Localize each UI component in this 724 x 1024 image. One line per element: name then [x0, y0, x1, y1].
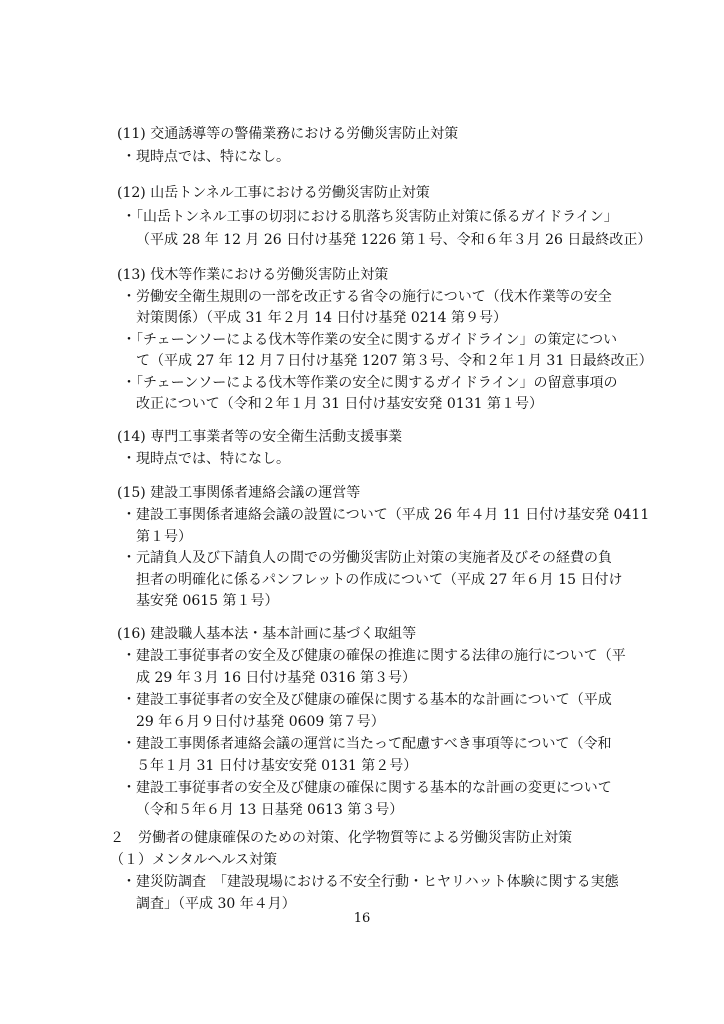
section-12-item: ・「山岳トンネル工事の切羽における肌落ち災害防止対策に係るガイドライン」 [122, 209, 618, 225]
section-13-heading: (13) 伐木等作業における労働災害防止対策 [117, 267, 389, 283]
section-13-item-cont: 対策関係）（平成 31 年２月 14 日付け基発 0214 第９号） [136, 310, 507, 326]
section-11-item: ・現時点では、特になし。 [122, 149, 290, 165]
section-15-heading: (15) 建設工事関係者連絡会議の運営等 [117, 485, 361, 501]
section-15-item-cont: 第１号） [136, 529, 192, 545]
chapter-2-heading: ２ 労働者の健康確保のための対策、化学物質等による労働災害防止対策 [110, 830, 572, 846]
section-14-item: ・現時点では、特になし。 [122, 451, 290, 467]
section-16-item-cont: （令和５年６月 13 日基発 0613 第３号） [136, 802, 404, 818]
section-15-item-cont: 担者の明確化に係るパンフレットの作成について（平成 27 年６月 15 日付け [136, 572, 623, 588]
section-13-item-cont: 改正について（令和２年１月 31 日付け基安安発 0131 第１号） [136, 396, 543, 412]
section-2-1-heading: （１）メンタルヘルス対策 [110, 852, 278, 868]
section-15-item-cont: 基安発 0615 第１号） [136, 593, 279, 609]
section-16-item-cont: 29 年６月９日付け基発 0609 第７号） [136, 714, 385, 730]
section-15-item: ・元請負人及び下請負人の間での労働災害防止対策の実施者及びその経費の負 [122, 550, 612, 566]
section-16-item: ・建設工事関係者連絡会議の運営に当たって配慮すべき事項等について（令和 [122, 736, 612, 752]
section-2-1-item: ・建災防調査 「建設現場における不安全行動・ヒヤリハット体験に関する実態 [122, 874, 619, 890]
section-11-heading: (11) 交通誘導等の警備業務における労働災害防止対策 [117, 126, 459, 142]
section-16-item: ・建設工事従事者の安全及び健康の確保の推進に関する法律の施行について（平 [122, 648, 626, 664]
section-16-item-cont: 成 29 年３月 16 日付け基発 0316 第３号） [136, 670, 416, 686]
section-13-item: ・「チェーンソーによる伐木等作業の安全に関するガイドライン」の策定につい [122, 332, 618, 348]
section-2-1-item-cont: 調査」（平成 30 年４月） [136, 896, 296, 912]
section-13-item: ・労働安全衛生規則の一部を改正する省令の施行について（伐木作業等の安全 [122, 289, 612, 305]
section-16-item: ・建設工事従事者の安全及び健康の確保に関する基本的な計画について（平成 [122, 692, 612, 708]
section-13-item-cont: て（平成 27 年 12 月７日付け基発 1207 第３号、令和２年１月 31 日最終改正） [136, 353, 653, 369]
section-16-heading: (16) 建設職人基本法・基本計画に基づく取組等 [117, 626, 417, 642]
section-12-heading: (12) 山岳トンネル工事における労働災害防止対策 [117, 185, 430, 201]
section-16-item: ・建設工事従事者の安全及び健康の確保に関する基本的な計画の変更について [122, 780, 612, 796]
section-16-item-cont: ５年１月 31 日付け基安安発 0131 第２号） [136, 758, 418, 774]
section-14-heading: (14) 専門工事業者等の安全衛生活動支援事業 [117, 429, 403, 445]
page-number: 16 [353, 911, 371, 926]
section-13-item: ・「チェーンソーによる伐木等作業の安全に関するガイドライン」の留意事項の [122, 375, 618, 391]
section-15-item: ・建設工事関係者連絡会議の設置について（平成 26 年４月 11 日付け基安発 0411 [122, 507, 650, 523]
section-12-item-cont: （平成 28 年 12 月 26 日付け基発 1226 第１号、令和６年３月 26 日最終改正） [136, 232, 652, 248]
